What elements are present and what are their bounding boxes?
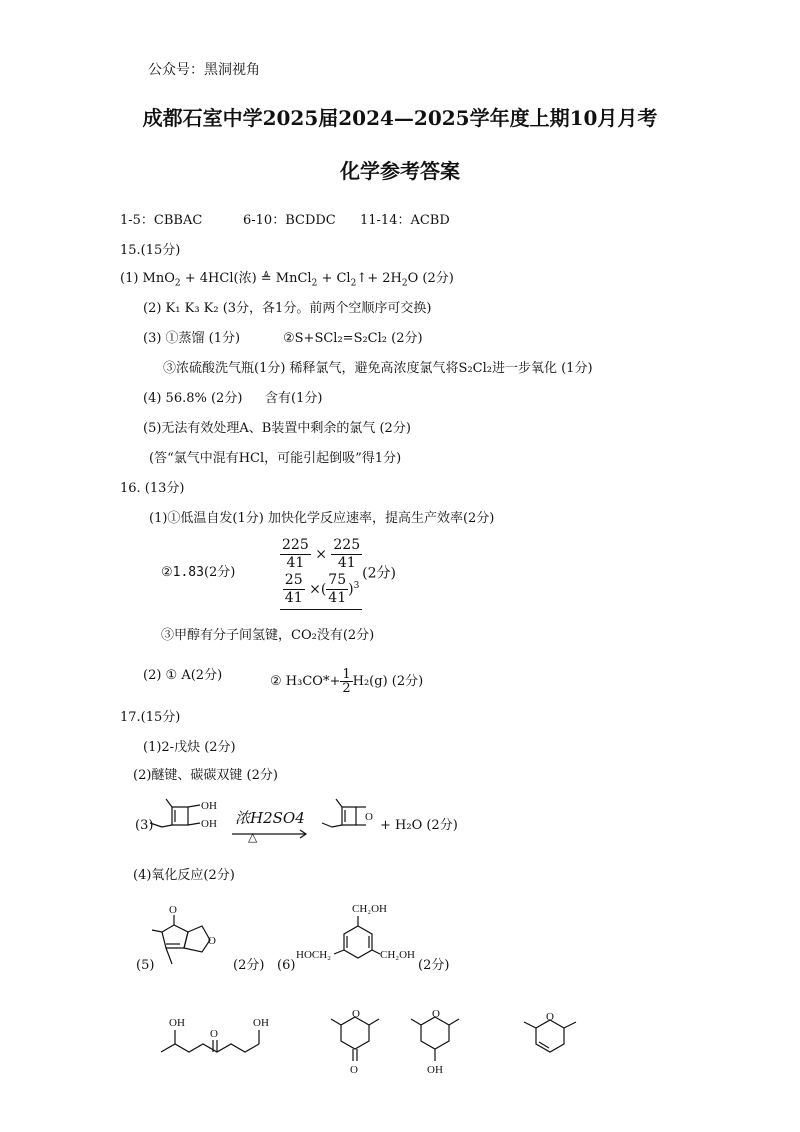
svg-text:O: O	[169, 904, 177, 916]
mc-answers-2: 6-10：BCDDC	[243, 213, 336, 228]
product-structure	[322, 795, 382, 835]
q17-answer-2: (2)醚键、碳碳双键 (2分)	[133, 768, 278, 783]
pyranone-structure	[325, 1005, 385, 1075]
q17-answer-5-label: (5)	[136, 958, 155, 973]
q17-answer-3-label: (3)	[135, 818, 154, 833]
reactant-structure	[148, 795, 218, 835]
dihydropyran-structure	[520, 1012, 590, 1062]
svg-text:CH₂OH: CH₂OH	[352, 903, 388, 915]
svg-text:O: O	[210, 1028, 218, 1040]
answer-6-structure	[296, 900, 426, 975]
q17-answer-6-score: (2分)	[418, 958, 450, 973]
q15-heading: 15.(15分)	[120, 243, 181, 258]
svg-text:HOCH₂: HOCH₂	[296, 949, 332, 961]
q16-heading: 16. (13分)	[120, 481, 185, 496]
heat-symbol: △	[248, 830, 258, 844]
svg-text:O: O	[432, 1008, 440, 1020]
q15-answer-3a: (3) ①蒸馏 (1分)	[143, 331, 241, 346]
q15-answer-3c: ③浓硫酸洗气瓶(1分) 稀释氯气，避免高浓度氯气将S₂Cl₂进一步氧化 (1分)	[163, 361, 593, 376]
q15-answer-5: (5)无法有效处理A、B装置中剩余的氯气 (2分)	[143, 421, 411, 436]
page-title: 成都石室中学2025届2024—2025学年度上期10月月考	[142, 106, 658, 130]
q15-answer-4a: (4) 56.8% (2分)	[143, 391, 243, 406]
q17-answer-1: (1)2-戊炔 (2分)	[143, 740, 236, 755]
svg-text:O: O	[365, 811, 373, 823]
q17-answer-5-score: (2分)	[233, 958, 265, 973]
reagent-conc-h2so4: 浓H2SO4	[235, 809, 305, 827]
svg-text:OH: OH	[169, 1017, 185, 1029]
q16-answer-2-label: ②1.83(2分)	[161, 565, 236, 580]
mc-answers-1: 1-5：CBBAC	[120, 213, 203, 228]
svg-text:OH: OH	[201, 818, 217, 830]
q16-answer-1: (1)①低温自发(1分) 加快化学反应速率，提高生产效率(2分)	[149, 511, 495, 526]
q17-heading: 17.(15分)	[120, 710, 181, 725]
q16-answer-4b: ② H₃CO*+ $\frac{1}{2}$ H₂(g) (2分)	[270, 667, 424, 696]
svg-text:OH: OH	[253, 1017, 269, 1029]
q15-answer-4b: 含有(1分)	[265, 391, 323, 406]
svg-text:O: O	[352, 1008, 360, 1020]
q16-answer-3: ③甲醇有分子间氢键，CO₂没有(2分)	[161, 628, 375, 643]
q17-answer-3-product: + H₂O (2分)	[380, 818, 458, 833]
q17-answer-6-label: (6)	[277, 958, 296, 973]
q17-answer-4: (4)氧化反应(2分)	[133, 868, 235, 883]
svg-text:O: O	[350, 1064, 358, 1076]
svg-text:OH: OH	[201, 800, 217, 812]
svg-text:O: O	[208, 935, 216, 947]
mc-answers-3: 11-14：ACBD	[360, 213, 450, 228]
q15-answer-3b: ②S+SCl₂=S₂Cl₂ (2分)	[283, 331, 423, 346]
svg-text:OH: OH	[427, 1064, 443, 1076]
watermark: 公众号：黑洞视角	[148, 62, 260, 78]
diketone-diol-structure	[155, 1012, 285, 1062]
page-subtitle: 化学参考答案	[340, 159, 460, 183]
svg-text:O: O	[546, 1011, 554, 1023]
svg-text:CH₂OH: CH₂OH	[380, 949, 416, 961]
q16-kp-expression: $\frac{225}{41}$ × $\frac{225}{41}$ $\frac{25}{41}$ ×( $\frac{75}{41}$ )$^3$(2分)	[280, 537, 396, 610]
pyranol-structure	[405, 1005, 475, 1075]
answer-5-structure	[150, 900, 230, 975]
q15-answer-2: (2) K₁ K₃ K₂ (3分，各1分。前两个空顺序可交换)	[143, 301, 432, 316]
q15-answer-5-note: (答“氯气中混有HCl，可能引起倒吸”得1分)	[149, 451, 402, 466]
q16-answer-4a: (2) ① A(2分)	[143, 668, 223, 683]
q15-answer-1: (1) MnO$_2$ + 4HCl(浓) ≜ MnCl$_2$ + $Cl_2↑+ 2H_2O$ (2分)	[120, 271, 454, 289]
reaction-arrow	[232, 828, 312, 838]
